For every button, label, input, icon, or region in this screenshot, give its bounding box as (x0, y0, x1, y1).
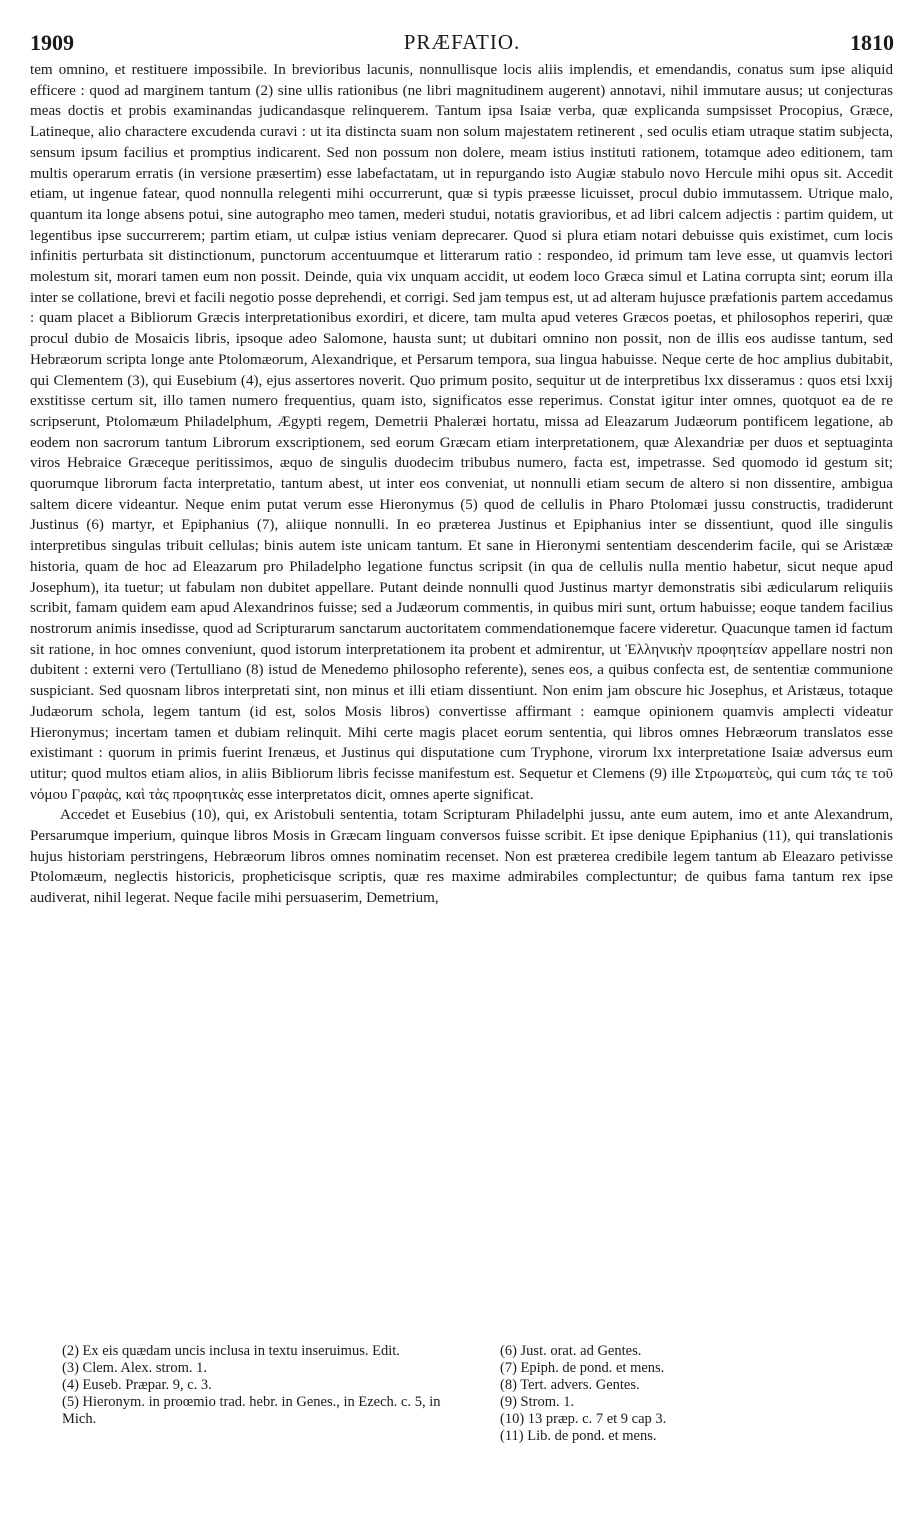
footnote: (8) Tert. advers. Gentes. (500, 1377, 640, 1393)
footnote: (9) Strom. 1. (500, 1394, 575, 1410)
main-text (30, 60, 893, 909)
column-number-left: 1909 (30, 30, 74, 55)
footnote: (11) Lib. de pond. et mens. (500, 1428, 657, 1444)
footnote: (2) Ex eis quædam uncis inclusa in textu inseruimus. Edit. (62, 1343, 400, 1359)
footnote: (10) 13 præp. c. 7 et 9 cap 3. (500, 1411, 667, 1427)
footnotes-right (500, 1343, 890, 1445)
footnote: (7) Epiph. de pond. et mens. (500, 1360, 665, 1376)
footnote: (3) Clem. Alex. strom. 1. (62, 1360, 207, 1376)
running-title: PRÆFATIO. (403, 30, 521, 54)
column-number-right: 1810 (850, 30, 894, 55)
page-header (30, 6, 894, 56)
footnote: (5) Hieronym. in proœmio trad. hebr. in Genes., in Ezech. c. 5, in Mich. (62, 1394, 441, 1427)
paragraph: Accedet et Eusebius (10), qui, ex Aristobuli sententia, totam Scripturam Philadelphi jussu, ante eum autem, imo et ante Alexandrum, Persarumque imperium, quinque libros Mosis in Græcam linguam conversos fuisse scribit. Et ipse denique Epiphanius (11), qui translationis hujus historiam perstringens, Hebræorum libros omnes nominatim recenset. Non est præterea credibile legem tantum ab Eleazaro petivisse Ptolomæum, neglectis historicis, propheticisque scriptis, quæ res maxime admirabiles complectuntur; de quibus fama tantum rex ipse audiverat, nihil legerat. Neque facile mihi persuaserim, Demetrium, (30, 807, 893, 907)
footnotes-left (62, 1343, 462, 1428)
footnote-divider (30, 1340, 893, 1341)
paragraph: tem omnino, et restituere impossibile. In brevioribus lacunis, nonnullisque locis aliis implendis, et emendandis, conatus sum ipse aliquid efficere : quod ad marginem tantum (2) sine ullis rationibus (ne libri magnitudinem augerent) annotavi, nihil immutare ausus; ut conjecturas meas doctis et probis examinandas judicandasque relinquerem. Tantum ipsa Isaiæ verba, quæ explicanda sumpsisset Procopius, Græce, Latineque, alio charactere excudenda curavi : ut ita distincta suam non solum majestatem retinerent , sed oculis etiam utraque statim subjecta, sensum ipsum facilius et promptius indicarent. Sed non possum non dolere, meam istius instituti rationem, totamque adeo editionem, tam multis operarum erratis (in versione præsertim) esse labefactatam, ut in repurgando isto Augiæ stabulo novo Hercule mihi opus sit. Accedit etiam, ut ingenue fatear, quod nonnulla relegenti mihi occurrerunt, quæ si typis præesse licuisset, procul dubio immutassem. Utrique malo, quantum ita longe absens potui, sine autographo meo tamen, mederi studui, notatis gravioribus, et ad libri calcem adjectis : partim quidem, ut legentibus ipse succurrerem; partim etiam, ut culpæ istius veniam deprecarer. Quod si plura etiam notari debuisse quis existimet, cum locis infinitis perturbata sit distinctionum, punctorum accentuumque et litterarum ratio : respondeo, id primum tam leve esse, ut quamvis lectori molestum sit, morari tamen eum non possit. Deinde, quia vix unquam accidit, ut eodem loco Græca simul et Latina corrupta sint; eorum illa inter se collatione, brevi et facili negotio posse deprehendi, et corrigi. Sed jam tempus est, ut ad alteram hujusce præfationis partem accedamus : quam placet a Bibliorum Græcis interpretationibus exordiri, et dicere, tam multa apud veteres Græcos poetas, et philosophos reperiri, quæ procul dubio de Mosaicis libris, ipsoque adeo Salomone, hausta sunt; ut dubitari omnino non possit, non de illis eos audisse tantum, sed Hebræorum scripta longe ante Ptolomæorum, Alexandrique, et Persarum tempora, sua lingua habuisse. Neque certe de hoc amplius dubitabit, qui Clementem (3), qui Eusebium (4), ejus assertores noverit. Quo primum posito, sequitur ut de interpretibus lxx disseramus : quos etsi lxxij exstitisse certum sit, illo tamen numero frequentius, quam isto, significatos esse reperimus. Constat igitur inter omnes, quotquot ea de re scripserunt, Ptolomæum Philadelphum, Ægypti regem, Demetrii Phaleræi hortatu, missa ad Eleazarum Judæorum pontificem legatione, ab eodem non sacrorum tantum Librorum exscriptionem, sed eorum Græcam etiam interpretationem, quæ Alexandriæ per duos et septuaginta viros Hebraice Græceque peritissimos, æquo de singulis duodecim tribubus numero, facta est, impetrasse. Sed quomodo id gestum sit; quorumque librorum facta interpretatio, tantum abest, ut inter eos conveniat, ut nonnulli etiam secum de altero si non dissentire, ambigua saltem dicere videantur. Neque enim putat verum esse Hieronymus (5) quod de cellulis in Pharo Ptolomæi jussu constructis, tradiderunt Justinus (6) martyr, et Epiphanius (7), aliique nonnulli. In eo præterea Justinus et Epiphanius inter se dissentiunt, quod ille singulis interpretibus singulas tribuit cellulas; binis autem iste unicam tantum. Et sane in Hieronymi sententiam descenderim facile, qui se Aristææ historia, quam de hoc ad Eleazarum pro Philadelpho legatione functus scripsit (in qua de cellulis nulla mentio habetur, sicut neque apud Josephum), ita tuetur; ut fabulam non dubitet appellare. Putant deinde nonnulli quod Justinus martyr demonstratis sibi ædicularum reliquiis scribit, famam quidem eam apud Alexandrinos fuisse; sed a Judæorum commentis, in quibus miri sunt, ortum habuisse; eoque tandem facilius nostrorum animis insedisse, quod ad Scripturarum sanctarum auctoritatem commendationemque facere videretur. Quacunque tamen id factum sit ratione, in hoc omnes conveniunt, quod istorum interpretationem ita probent et admirentur, ut Ἑλληνικὴν προφητείαν appellare nostri non dubitent : externi vero (Tertulliano (8) istud de Menedemo philosopho referente), senes eos, a quibus confecta est, de sententiæ communione suspiciant. Sed quosnam libros interpretati sint, non minus et illi etiam dissentiunt. Non enim jam obscure hic Josephus, et Aristæus, totaque Judæorum schola, legem tantum (id est, solos Mosis libros) convertisse affirmant : eamque opinionem quamvis amplecti videatur Hieronymus; incertam tamen et dubiam relinquit. Mihi certe magis placet eorum sententia, qui libros omnes Hebræorum translatos esse existimant : quorum in primis fuerint Irenæus, et Justinus qui disputatione cum Tryphone, virorum lxx interpretatione Isaiæ adversus eum utitur; quod multos etiam alios, in aliis Bibliorum libris fecisse manifestum est. Sequetur et Clemens (9) ille Στρωματεὺς, qui cum τάς τε τοῦ νόμου Γραφὰς, καὶ τὰς προφητικὰς esse interpretatos dicit, omnes aperte significat. (30, 62, 893, 803)
footnote: (4) Euseb. Præpar. 9, c. 3. (62, 1377, 212, 1393)
footnote: (6) Just. orat. ad Gentes. (500, 1343, 642, 1359)
